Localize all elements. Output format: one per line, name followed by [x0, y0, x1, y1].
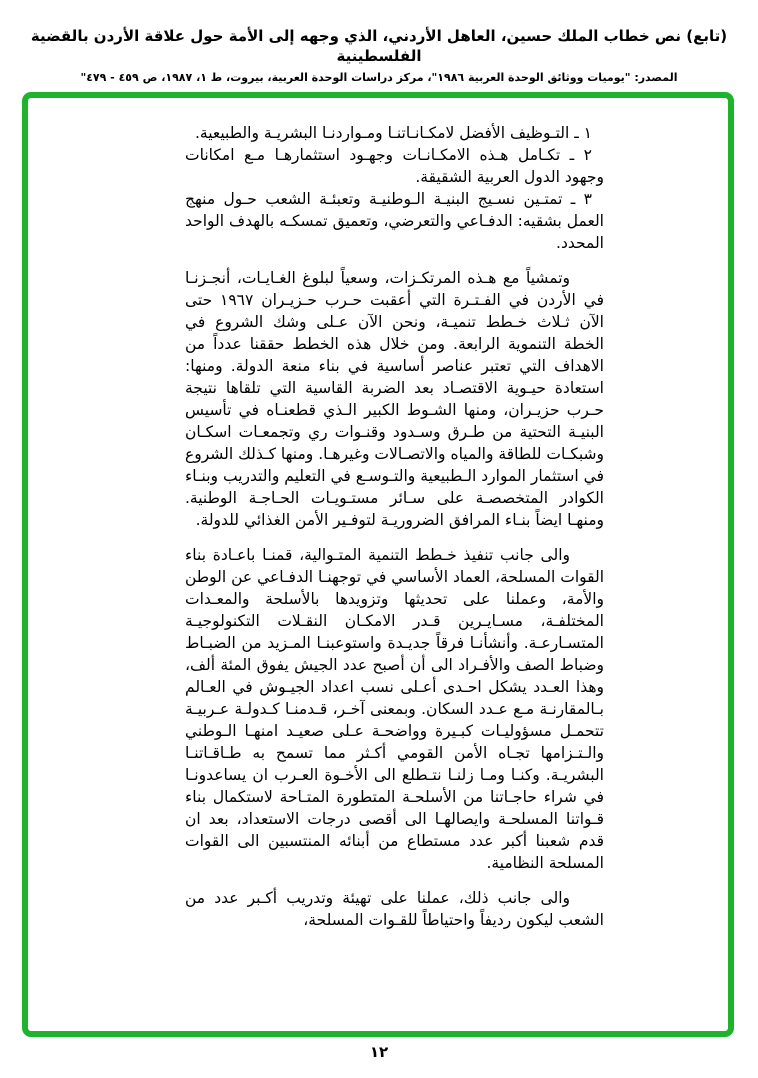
document-source-line: المصدر: "يوميات ووثائق الوحدة العربية ١٩٨٦"، مركز دراسات الوحدة العربية، بيروت، ط ١، ١٩٨٧، ص ٤٥٩ - ٤٧٩" [80, 71, 678, 84]
list-item-1: ١ ـ التـوظيف الأفضل لامكـانـاتنـا ومـواردنـا البشريـة والطبيعية. [194, 124, 592, 142]
document-title: (تابع) نص خطاب الملك حسين، العاهل الأردني، الذي وجهه إلى الأمة حول علاقة الأردن بالقضية الفلسطينية [30, 27, 728, 65]
paragraph-1: وتمشياً مع هـذه المرتكـزات، وسعياً لبلوغ الغـايـات، أنجـزنـا في الأردن في الفـتـرة التي أعقبت حـرب حـزيـران ١٩٦٧ حتى الآن ثـلاث خـطط تنميـة، ونحن الآن عـلى وشك الشروع في الخطة التنموية الرابعة. ومن خلال هذه الخطط حققنا عدداً من الاهداف التي تعتبر عناصر أساسية في بناء منعة الدولة. ومنها: استعادة حيـوية الاقتصـاد بعد الضربة القاسية التي تلقاها نتيجة حـرب حزيـران، ومنها الشـوط الكبير الـذي قطعنـاه في تأسيس البنيـة التحتية من طـرق وسـدود وقنـوات ري وتجمعـات اسكـان وشبكـات للطاقة والمياه والاتصـالات وغيرهـا. ومنها كـذلك الشروع في استثمار الموارد الـطبيعية والتـوسـع في التعليم والتدريب وبنـاء الكوادر المتخصصـة على سـائر مستـويـات الحـاجـة الوطنية. ومنهـا ايضاً بنـاء المرافق الضروريـة لتوفـير الأمن الغذائي للدولة. [185, 269, 604, 529]
list-item-2: ٢ ـ تكـامل هـذه الامكـانـات وجهـود استثمارهـا مـع امكانات وجهود الدول العربية الشقيقة. [185, 146, 604, 186]
document-header [0, 26, 758, 85]
list-item-3: ٣ ـ تمتـين نسـيج البنيـة الـوطنيـة وتعبئـة الشعب حـول منهج العمل بشقيه: الدفـاعي والتعرضي، وتعميق تمسكـه بالهدف الواحد المحدد. [185, 190, 604, 252]
page-footer [0, 1042, 758, 1061]
body-text [28, 98, 728, 1031]
paragraph-2: والى جانب تنفيذ خـطط التنمية المتـوالية، قمنـا باعـادة بناء القوات المسلحة، العماد الأساسي في توجهنـا الدفـاعي عن الوطن والأمة، وعملنا على تحديثها وتزويدها بالأسلحة والمعـدات المختلفـة، مسـايـرين قـدر الامكـان النقـلات التكنولوجيـة المتسـارعـة. وأنشأنـا فرقاً جديـدة واستوعبنـا المـزيد من الضبـاط وضباط الصف والأفـراد الى أن أصبح عدد الجيش يفوق المئة ألف، وهذا العـدد يشكل احـدى أعـلى نسب اعداد الجيـوش في العـالم بـالمقارنـة مـع عـدد السكان. وبمعنى آخـر، قـدمنـا كـدولـة عـربيـة تتحمـل مسؤوليـات كبـيرة وواضحـة عـلى صعيـد امنهـا الـوطني والـتـزامها تجـاه الأمن القومي أكـثر مما تسمح به طـاقـاتنـا البشريـة. وكنـا ومـا زلنـا نتـطلع الى الأخـوة العـرب ان يساعدونـا في شراء حاجـاتنا من الأسلحـة المتطورة المتـاحة لاستكمال بناء قـواتنا المسلحـة وايصالهـا الى أقصى درجات الاستعداد، بعد ان قدم شعبنا أكبر عدد مستطاع من أبنائه المنتسبين الى القوات المسلحة النظامية. [185, 546, 604, 872]
content-frame [22, 92, 734, 1037]
paragraph-3: والى جانب ذلك، عملنا على تهيئة وتدريب أكـبر عدد من الشعب ليكون رديفاً واحتياطاً للقـوات المسلحة، [185, 889, 604, 929]
page-number: ١٢ [369, 1043, 389, 1061]
